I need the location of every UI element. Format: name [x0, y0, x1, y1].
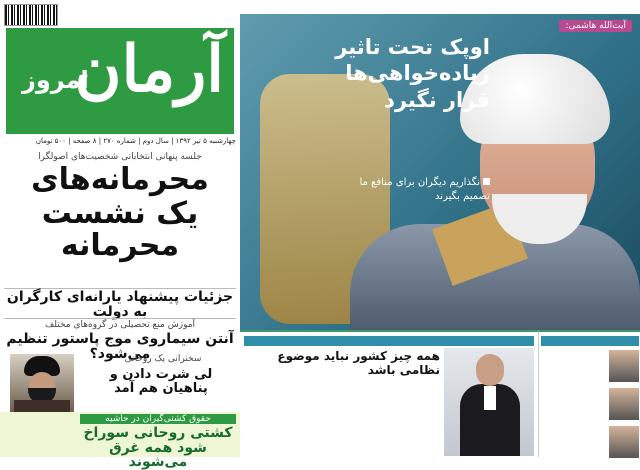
divider — [4, 318, 236, 319]
barcode — [4, 4, 58, 26]
story3-headline[interactable]: آنتن سیماروی موج پاستور تنظیم می‌شود؟ — [6, 331, 234, 362]
story5-kicker: حقوق کشتی‌گیران در حاشیه — [80, 414, 236, 424]
bottom-middle-headline[interactable]: همه چیز کشور نباید موضوع نظامی باشد — [277, 349, 440, 378]
lead-kicker: جلسه پنهانی انتخاباتی شخصیت‌های اصولگرا — [38, 152, 202, 162]
portrait-photo — [609, 426, 639, 458]
brand-block — [6, 28, 234, 134]
left-column — [0, 150, 240, 470]
portrait-photo — [609, 388, 639, 420]
lead-headline-line1[interactable]: محرمانه‌های — [31, 162, 209, 197]
hero-headline[interactable]: اوپک تحت تاثیر زیاده‌خواهی‌ها قرار نگیرد — [335, 35, 490, 112]
newspaper-logo-sub: امروز — [22, 66, 89, 94]
bottom-right-kicker-bar — [541, 336, 639, 346]
list-item[interactable] — [541, 348, 639, 384]
speaker-photo — [444, 348, 534, 456]
bottom-middle-kicker-bar — [244, 336, 534, 346]
story2-headline[interactable]: جزئیات پیشنهاد یارانه‌ای کارگران به دولت — [6, 289, 234, 320]
story4-headline[interactable]: لی شرت دادن و پناهیان هم آمد — [109, 367, 213, 396]
bottom-middle-story — [240, 330, 538, 457]
masthead — [0, 0, 240, 150]
bottom-middle-body-text — [244, 390, 440, 456]
list-item[interactable] — [541, 386, 639, 422]
story3-kicker: آموزش منع تحصیلی در گروه‌های مختلف — [44, 320, 196, 330]
portrait-photo — [609, 350, 639, 382]
story4-kicker: سخنرانی یک روحانی — [124, 354, 202, 364]
lead-headline-line2[interactable]: یک نشست محرمانه — [41, 196, 199, 263]
dateline: چهارشنبه ۵ تیر ۱۳۹۲ | سال دوم | شماره ۲۷۰ | ۸ صفحه | ۵۰۰ تومان — [35, 137, 236, 145]
cleric-photo — [10, 354, 74, 414]
lead-body-text — [6, 240, 234, 286]
hero-bullet-text: نگذاریم دیگران برای منافع ما تصمیم بگیرند — [359, 177, 490, 202]
hero-tag: آیت‌الله هاشمی: — [559, 20, 632, 32]
story5-headline[interactable]: کشتی روحانی سوراخ شود همه غرق می‌شوند — [83, 425, 233, 470]
head-shape — [476, 354, 504, 386]
hero-bullet — [330, 176, 490, 203]
bottom-right-column — [538, 330, 640, 457]
list-item[interactable] — [541, 424, 639, 460]
shirt-shape — [484, 386, 496, 410]
hero-photo-story — [240, 14, 640, 330]
newspaper-logo: آرمان — [74, 32, 224, 107]
bullet-icon — [483, 178, 490, 185]
